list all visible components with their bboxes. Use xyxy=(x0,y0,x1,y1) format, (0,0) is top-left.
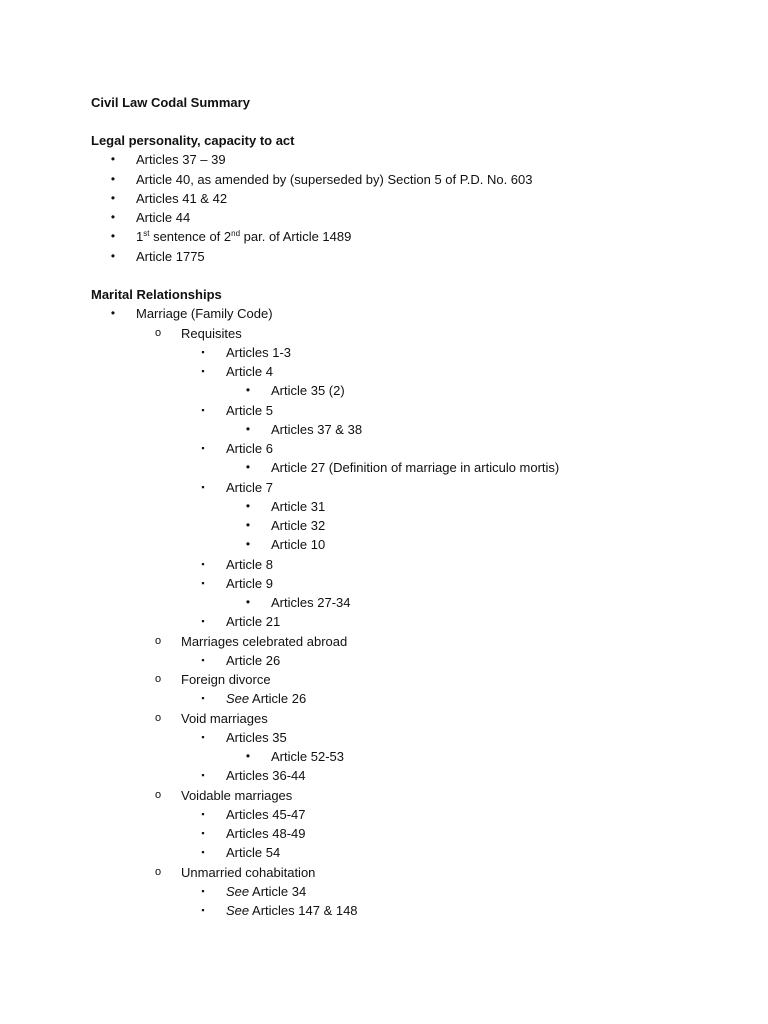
list-item-text xyxy=(226,901,358,920)
list-item-text: Article 7 xyxy=(226,480,273,495)
list-item-text: Articles 1-3 xyxy=(226,345,292,360)
list-item-text: Article 4 xyxy=(226,364,273,379)
disc-bullet-icon: • xyxy=(245,422,251,436)
list-item-text: Foreign divorce xyxy=(181,672,271,687)
disc-bullet-icon: • xyxy=(110,152,116,166)
list-item-text: Articles 48-49 xyxy=(226,826,306,841)
list-item-text: Articles 36-44 xyxy=(226,768,306,783)
list-item-text: Articles 27-34 xyxy=(271,595,351,610)
square-bullet-icon: ▪ xyxy=(201,559,205,569)
square-bullet-icon: ▪ xyxy=(201,405,205,415)
list-item-text: Article 40, as amended by (superseded by) Section 5 of P.D. No. 603 xyxy=(136,172,533,187)
list-item-text: Article 31 xyxy=(271,499,326,514)
list-item-text: Requisites xyxy=(181,326,242,341)
circle-bullet-icon: o xyxy=(154,327,162,339)
list-item-text: Marriages celebrated abroad xyxy=(181,634,348,649)
list-item-text: Articles 37 & 38 xyxy=(271,422,363,437)
disc-bullet-icon: • xyxy=(245,460,251,474)
disc-bullet-icon: • xyxy=(110,229,116,243)
list-item-text: Article 9 xyxy=(226,576,273,591)
square-bullet-icon: ▪ xyxy=(201,732,205,742)
list-item-text: Article 35 (2) xyxy=(271,383,345,398)
square-bullet-icon: ▪ xyxy=(201,847,205,857)
list-item-text xyxy=(226,882,306,901)
list-item-text: Article 27 (Definition of marriage in articulo mortis) xyxy=(271,460,560,475)
list-item-text: Article 54 xyxy=(226,845,281,860)
square-bullet-icon: ▪ xyxy=(201,578,205,588)
disc-bullet-icon: • xyxy=(245,537,251,551)
text-fragment: Articles 147 & 148 xyxy=(249,903,358,918)
circle-bullet-icon: o xyxy=(154,866,162,878)
list-item-text: Article 52-53 xyxy=(271,749,344,764)
square-bullet-icon: ▪ xyxy=(201,809,205,819)
italic-text: See xyxy=(226,884,250,899)
list-item-text: Articles 37 – 39 xyxy=(136,152,226,167)
disc-bullet-icon: • xyxy=(245,499,251,513)
disc-bullet-icon: • xyxy=(110,172,116,186)
square-bullet-icon: ▪ xyxy=(201,482,205,492)
list-item-text: Articles 41 & 42 xyxy=(136,191,228,206)
square-bullet-icon: ▪ xyxy=(201,693,205,703)
list-item-text: Articles 45-47 xyxy=(226,807,306,822)
text-fragment: sentence of 2 xyxy=(149,229,232,244)
list-item-text xyxy=(136,227,351,246)
list-item-text xyxy=(226,689,306,708)
list-item-text: Article 32 xyxy=(271,518,326,533)
circle-bullet-icon: o xyxy=(154,635,162,647)
section-heading: Marital Relationships xyxy=(91,287,222,302)
square-bullet-icon: ▪ xyxy=(201,886,205,896)
circle-bullet-icon: o xyxy=(154,673,162,685)
square-bullet-icon: ▪ xyxy=(201,616,205,626)
italic-text: See xyxy=(226,903,250,918)
list-item-text: Article 6 xyxy=(226,441,273,456)
list-item-text: Void marriages xyxy=(181,711,268,726)
square-bullet-icon: ▪ xyxy=(201,770,205,780)
list-item-text: Voidable marriages xyxy=(181,788,293,803)
list-item-text: Article 26 xyxy=(226,653,281,668)
disc-bullet-icon: • xyxy=(245,383,251,397)
square-bullet-icon: ▪ xyxy=(201,443,205,453)
circle-bullet-icon: o xyxy=(154,712,162,724)
superscript-text: st xyxy=(143,229,150,238)
list-item-text: Article 8 xyxy=(226,557,273,572)
square-bullet-icon: ▪ xyxy=(201,655,205,665)
list-item-text: Article 44 xyxy=(136,210,191,225)
superscript-text: nd xyxy=(231,229,241,238)
list-item-text: Article 1775 xyxy=(136,249,205,264)
text-fragment: Article 34 xyxy=(249,884,307,899)
square-bullet-icon: ▪ xyxy=(201,905,205,915)
document-title: Civil Law Codal Summary xyxy=(91,95,250,110)
italic-text: See xyxy=(226,691,250,706)
text-fragment: par. of Article 1489 xyxy=(240,229,352,244)
disc-bullet-icon: • xyxy=(110,191,116,205)
square-bullet-icon: ▪ xyxy=(201,366,205,376)
circle-bullet-icon: o xyxy=(154,789,162,801)
list-item-text: Unmarried cohabitation xyxy=(181,865,316,880)
text-fragment: Article 26 xyxy=(249,691,307,706)
square-bullet-icon: ▪ xyxy=(201,347,205,357)
list-item-text: Article 5 xyxy=(226,403,273,418)
square-bullet-icon: ▪ xyxy=(201,828,205,838)
list-item-text: Articles 35 xyxy=(226,730,287,745)
disc-bullet-icon: • xyxy=(110,306,116,320)
list-item-text: Marriage (Family Code) xyxy=(136,306,273,321)
section-heading: Legal personality, capacity to act xyxy=(91,133,295,148)
disc-bullet-icon: • xyxy=(110,210,116,224)
disc-bullet-icon: • xyxy=(245,595,251,609)
list-item-text: Article 10 xyxy=(271,537,326,552)
list-item-text: Article 21 xyxy=(226,614,281,629)
disc-bullet-icon: • xyxy=(110,249,116,263)
disc-bullet-icon: • xyxy=(245,518,251,532)
disc-bullet-icon: • xyxy=(245,749,251,763)
text-fragment: 1 xyxy=(136,229,144,244)
